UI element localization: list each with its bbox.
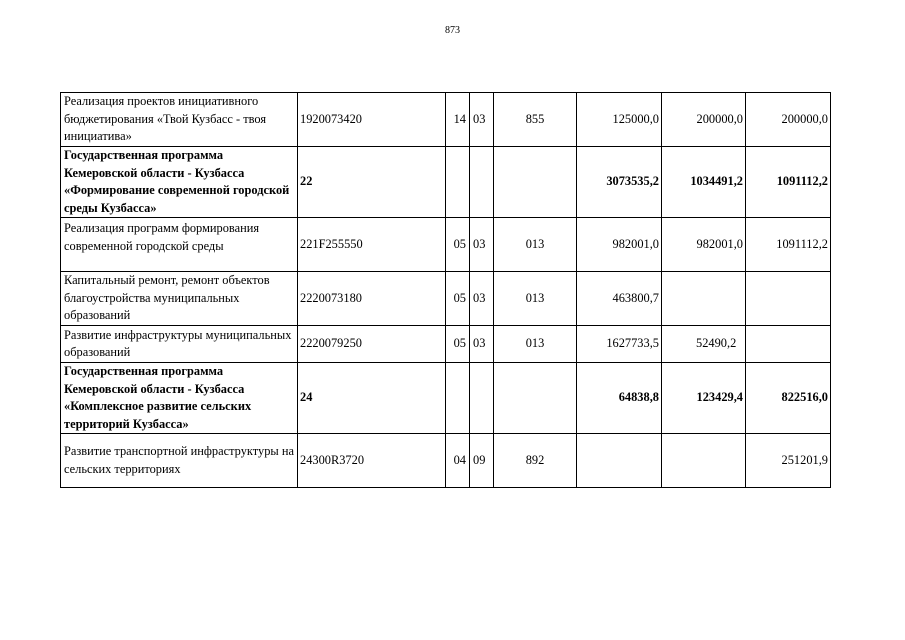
row-name: Государственная программа Кемеровской области - Кузбасса «Комплексное развитие сельских территорий Кузбасса» — [61, 363, 298, 434]
table-row — [61, 147, 831, 218]
row-target-code: 2220073180 — [298, 272, 446, 326]
row-subsection: 03 — [470, 218, 494, 272]
row-section — [446, 147, 470, 218]
row-sum-2: 200000,0 — [662, 93, 746, 147]
row-section: 05 — [446, 326, 470, 363]
row-expense-type — [494, 147, 577, 218]
row-section: 04 — [446, 434, 470, 488]
row-sum-1: 1627733,5 — [577, 326, 662, 363]
row-sum-3: 200000,0 — [746, 93, 831, 147]
row-sum-3: 822516,0 — [746, 363, 831, 434]
row-section: 14 — [446, 93, 470, 147]
row-subsection — [470, 363, 494, 434]
row-sum-1: 3073535,2 — [577, 147, 662, 218]
table-row — [61, 363, 831, 434]
row-sum-2 — [662, 272, 746, 326]
row-target-code: 24300R3720 — [298, 434, 446, 488]
row-sum-3 — [746, 272, 831, 326]
row-section — [446, 363, 470, 434]
row-target-code: 221F255550 — [298, 218, 446, 272]
table-row — [61, 272, 831, 326]
row-sum-1: 64838,8 — [577, 363, 662, 434]
table-row — [61, 93, 831, 147]
row-expense-type: 013 — [494, 326, 577, 363]
row-subsection: 03 — [470, 326, 494, 363]
row-sum-1: 125000,0 — [577, 93, 662, 147]
row-target-code: 2220079250 — [298, 326, 446, 363]
row-target-code: 1920073420 — [298, 93, 446, 147]
row-subsection — [470, 147, 494, 218]
row-name: Государственная программа Кемеровской области - Кузбасса «Формирование современной городской среды Кузбасса» — [61, 147, 298, 218]
row-sum-3: 251201,9 — [746, 434, 831, 488]
row-sum-2: 123429,4 — [662, 363, 746, 434]
row-expense-type: 013 — [494, 272, 577, 326]
row-sum-3: 1091112,2 — [746, 147, 831, 218]
row-name: Капитальный ремонт, ремонт объектов благоустройства муниципальных образований — [61, 272, 298, 326]
row-subsection: 03 — [470, 93, 494, 147]
row-name: Развитие транспортной инфраструктуры на сельских территориях — [61, 434, 298, 488]
row-expense-type: 013 — [494, 218, 577, 272]
row-sum-2: 1034491,2 — [662, 147, 746, 218]
row-sum-2: 982001,0 — [662, 218, 746, 272]
row-sum-1: 463800,7 — [577, 272, 662, 326]
page-number: 873 — [445, 25, 460, 36]
row-name: Реализация программ формирования современной городской среды — [61, 218, 298, 272]
row-section: 05 — [446, 218, 470, 272]
row-sum-3 — [746, 326, 831, 363]
row-section: 05 — [446, 272, 470, 326]
row-target-code: 24 — [298, 363, 446, 434]
row-target-code: 22 — [298, 147, 446, 218]
table-row — [61, 326, 831, 363]
row-sum-1: 982001,0 — [577, 218, 662, 272]
row-subsection: 09 — [470, 434, 494, 488]
budget-table — [60, 92, 831, 488]
table-row — [61, 218, 831, 272]
row-expense-type: 892 — [494, 434, 577, 488]
row-sum-2: 52490,2 — [662, 326, 746, 363]
row-expense-type — [494, 363, 577, 434]
row-subsection: 03 — [470, 272, 494, 326]
row-sum-3: 1091112,2 — [746, 218, 831, 272]
row-sum-2 — [662, 434, 746, 488]
row-sum-1 — [577, 434, 662, 488]
table-row — [61, 434, 831, 488]
row-expense-type: 855 — [494, 93, 577, 147]
row-name: Реализация проектов инициативного бюджетирования «Твой Кузбасс - твоя инициатива» — [61, 93, 298, 147]
row-name: Развитие инфраструктуры муниципальных образований — [61, 326, 298, 363]
